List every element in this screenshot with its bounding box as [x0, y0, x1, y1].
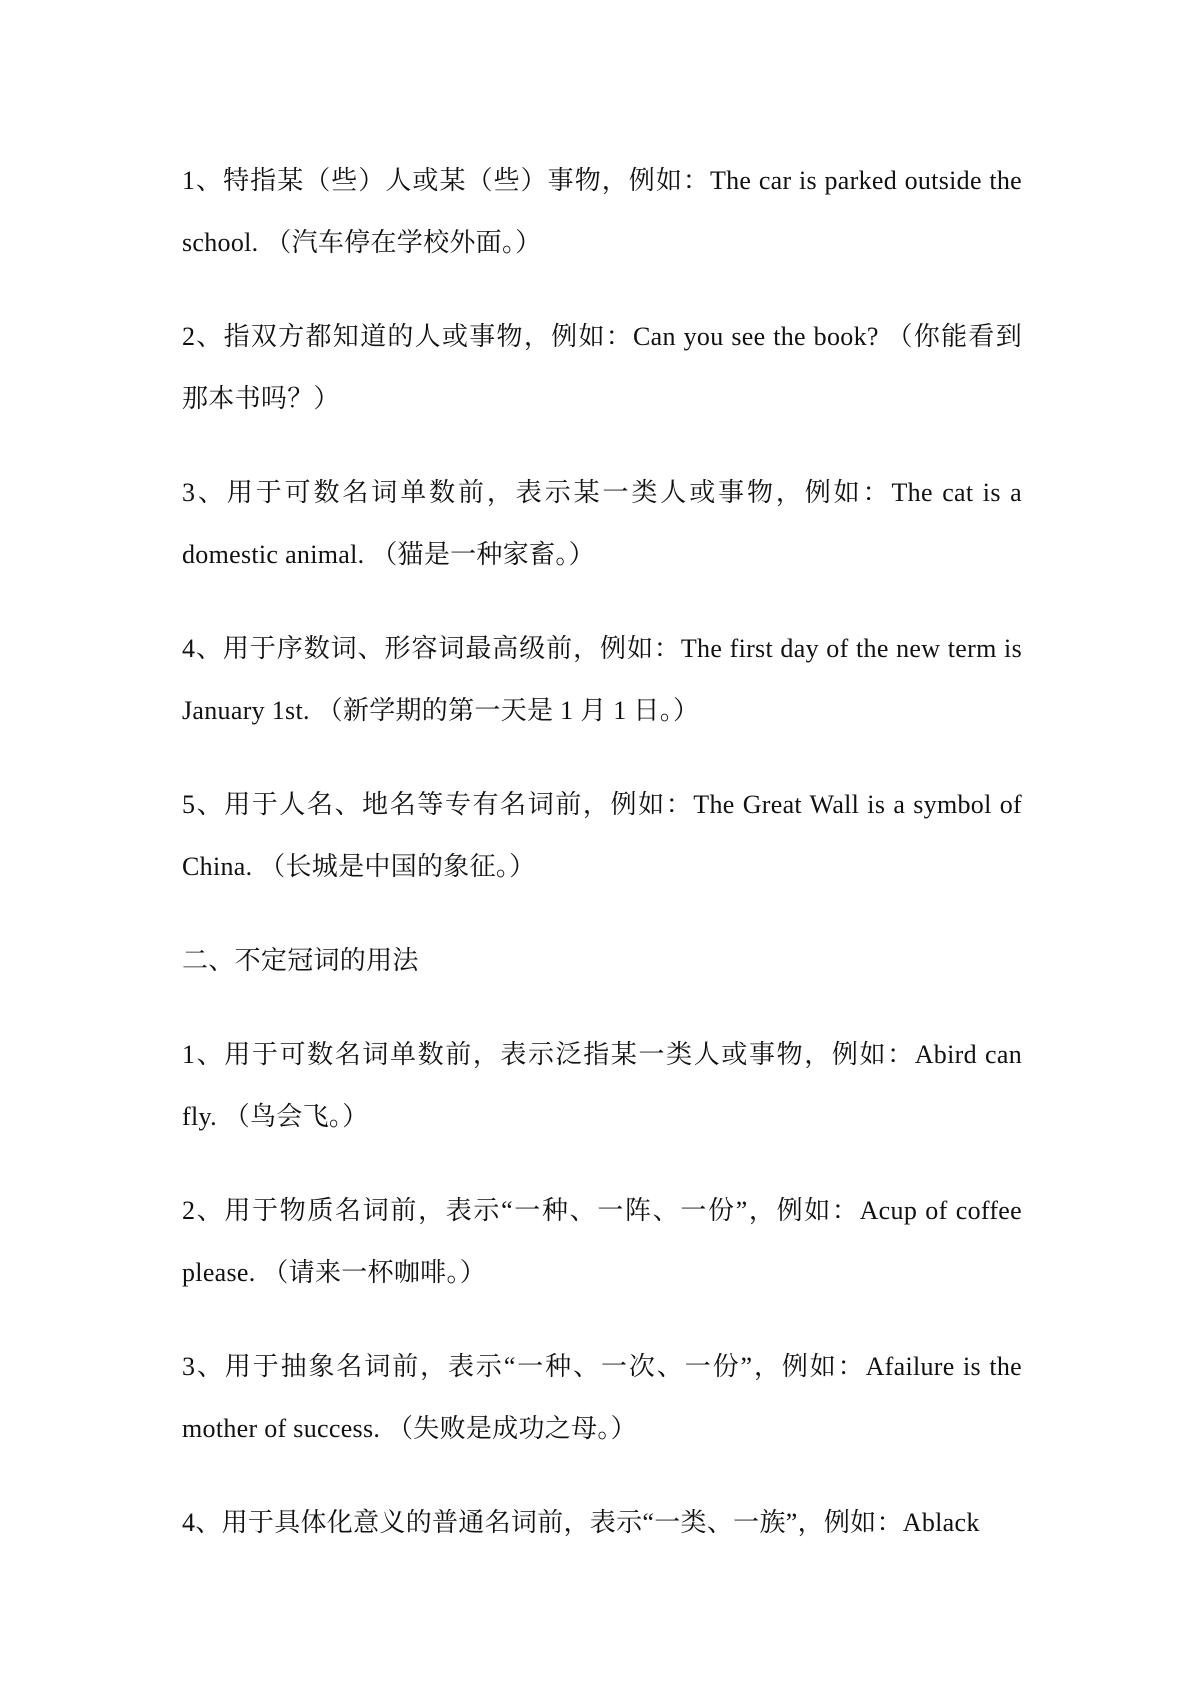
- paragraph-definite-3: 3、用于可数名词单数前，表示某一类人或事物，例如：The cat is a domestic animal. （猫是一种家畜。）: [182, 478, 1022, 569]
- section-heading-indefinite: 二、不定冠词的用法: [182, 946, 419, 975]
- paragraph-definite-2: 2、指双方都知道的人或事物，例如：Can you see the book? （你能看到那本书吗？）: [182, 322, 1022, 413]
- paragraph-definite-5: 5、用于人名、地名等专有名词前，例如：The Great Wall is a symbol of China. （长城是中国的象征。）: [182, 790, 1022, 881]
- paragraph-indefinite-2: 2、用于物质名词前，表示“一种、一阵、一份”，例如：Acup of coffee please. （请来一杯咖啡。）: [182, 1196, 1022, 1287]
- paragraph-definite-1: 1、特指某（些）人或某（些）事物，例如：The car is parked outside the school. （汽车停在学校外面。）: [182, 166, 1022, 257]
- paragraph-definite-4: 4、用于序数词、形容词最高级前，例如：The first day of the new term is January 1st. （新学期的第一天是 1 月 1 日。）: [182, 634, 1022, 725]
- paragraph-indefinite-4: 4、用于具体化意义的普通名词前，表示“一类、一族”，例如：Ablack: [182, 1508, 980, 1537]
- paragraph-indefinite-1: 1、用于可数名词单数前，表示泛指某一类人或事物，例如：Abird can fly. （鸟会飞。）: [182, 1040, 1022, 1131]
- paragraph-indefinite-3: 3、用于抽象名词前，表示“一种、一次、一份”，例如：Afailure is the mother of success. （失败是成功之母。）: [182, 1352, 1022, 1443]
- document-page: [182, 150, 1022, 1586]
